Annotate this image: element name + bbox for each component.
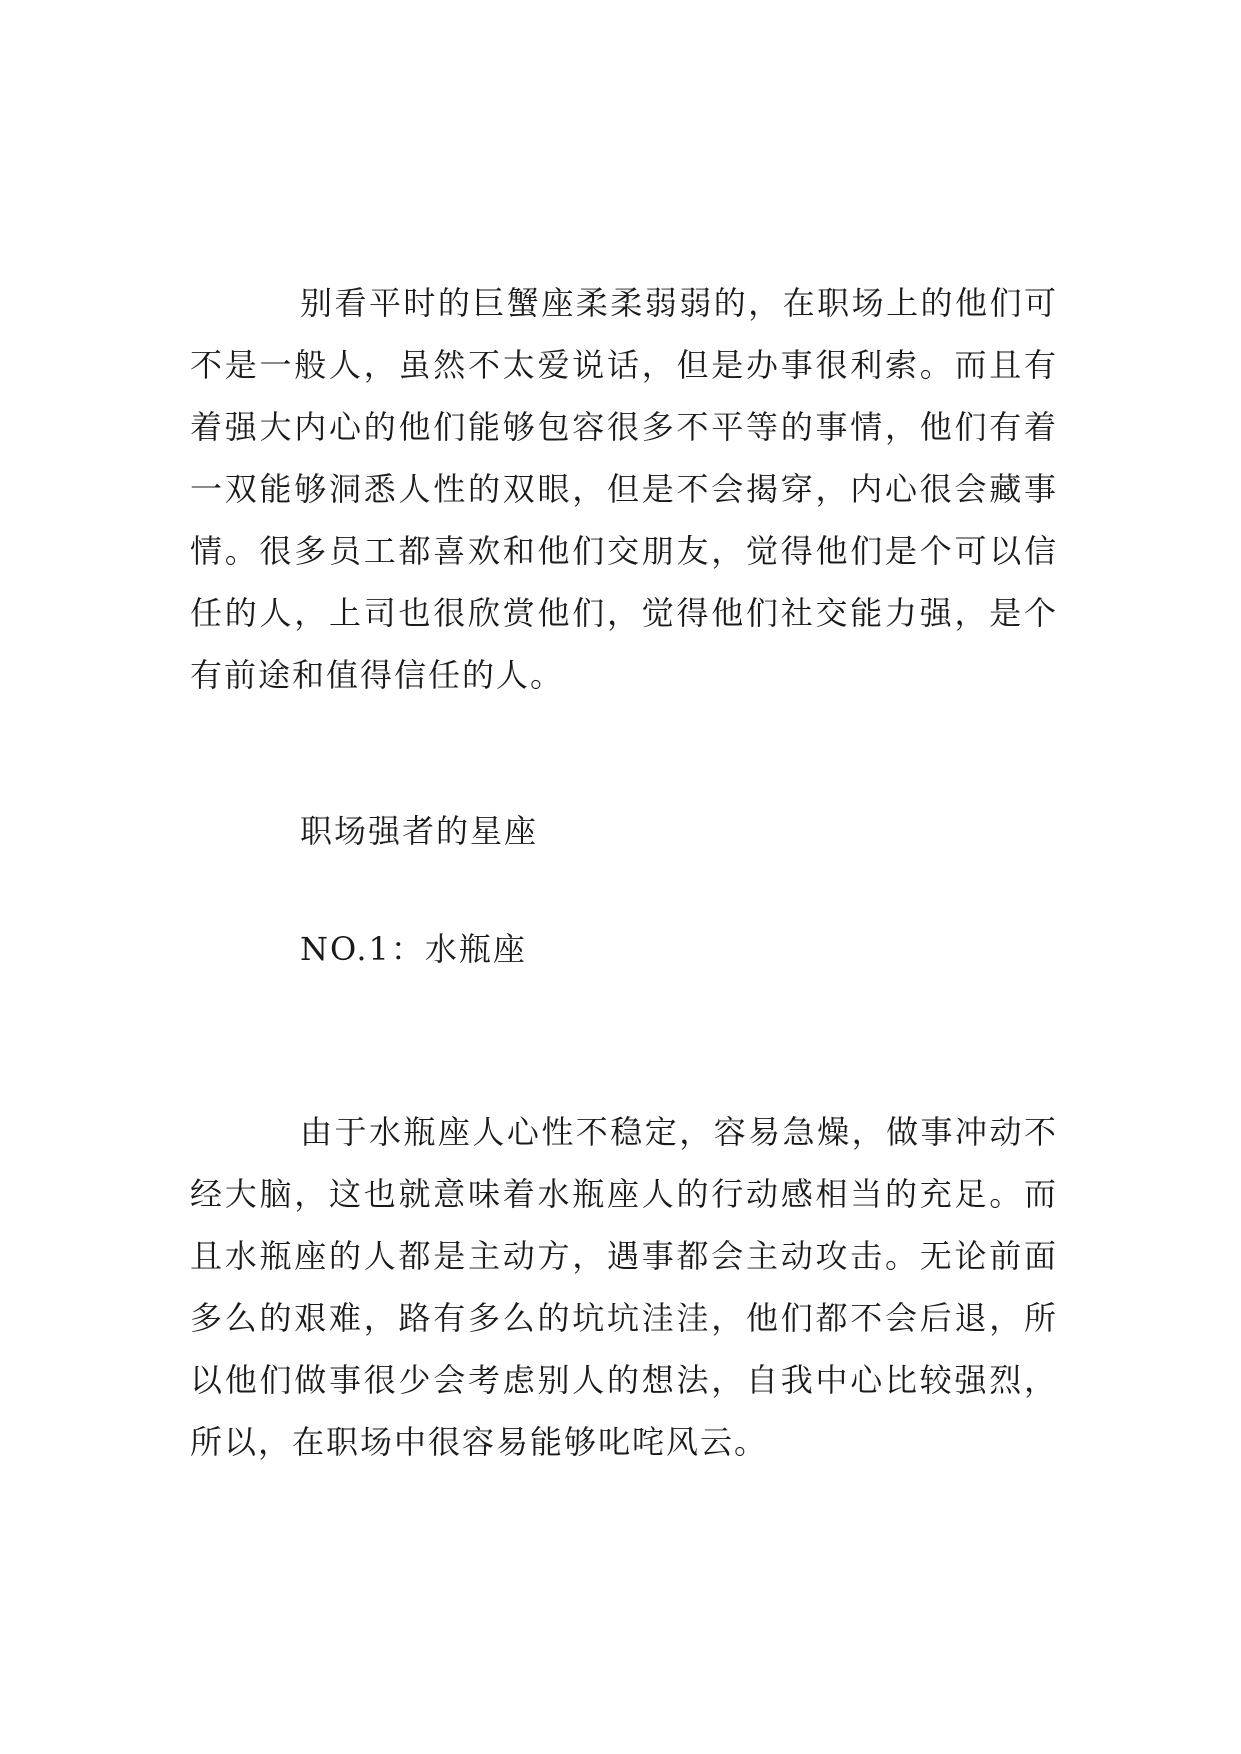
subsection-heading: NO.1：水瓶座 bbox=[300, 930, 527, 968]
section-heading: 职场强者的星座 bbox=[300, 812, 539, 850]
body-paragraph: 别看平时的巨蟹座柔柔弱弱的，在职场上的他们可不是一般人，虽然不太爱说话，但是办事很利索。而且有着强大内心的他们能够包容很多不平等的事情，他们有着一双能够洞悉人性的双眼，但是不会揭穿，内心很会藏事情。很多员工都喜欢和他们交朋友，觉得他们是个可以信任的人，上司也很欣赏他们，觉得他们社交能力强，是个有前途和值得信任的人。 bbox=[190, 284, 1058, 694]
body-paragraph: 由于水瓶座人心性不稳定，容易急燥，做事冲动不经大脑，这也就意味着水瓶座人的行动感相当的充足。而且水瓶座的人都是主动方，遇事都会主动攻击。无论前面多么的艰难，路有多么的坑坑洼洼，他们都不会后退，所以他们做事很少会考虑别人的想法，自我中心比较强烈，所以，在职场中很容易能够叱咤风云。 bbox=[190, 1113, 1058, 1461]
